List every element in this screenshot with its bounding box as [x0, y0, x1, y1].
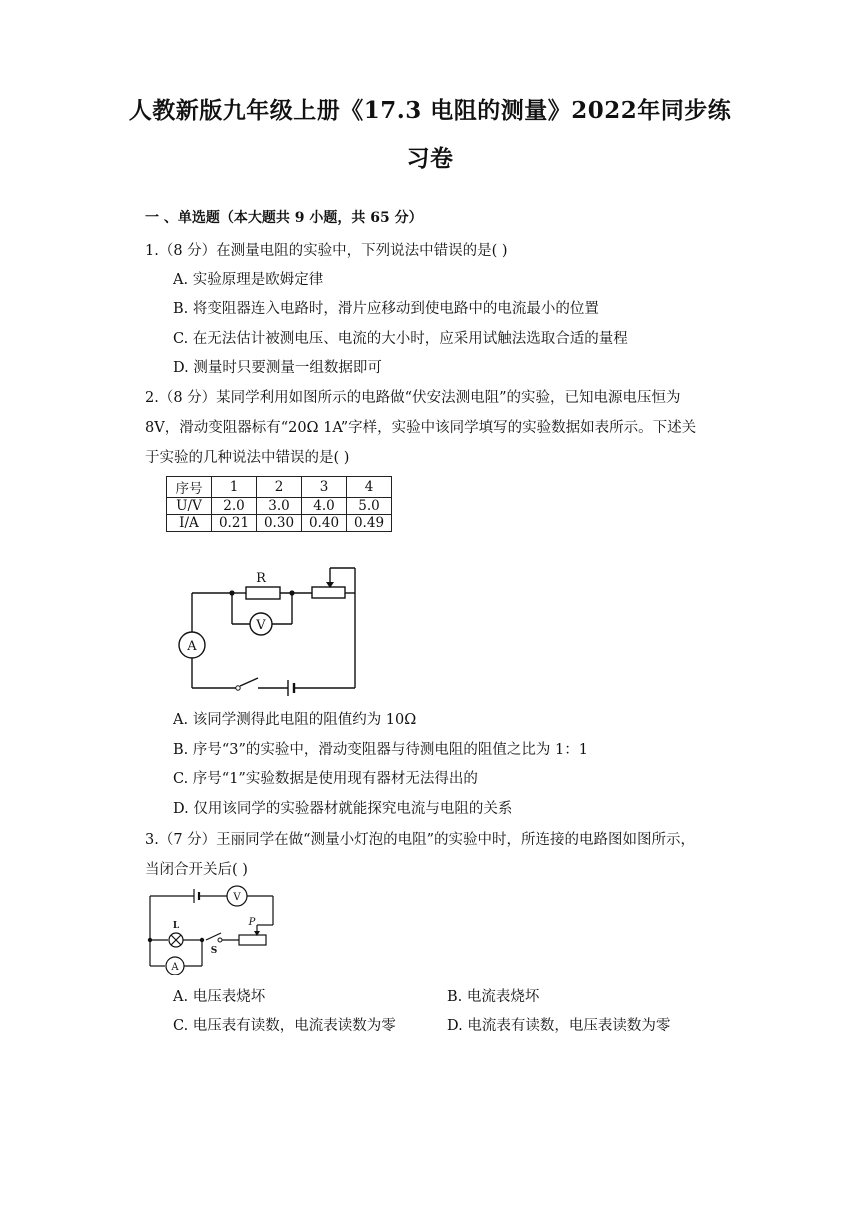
q3-option-a: A. 电压表烧坏 — [173, 989, 266, 1005]
table-row — [167, 515, 392, 532]
q1-option-a: A. 实验原理是欧姆定律 — [173, 272, 324, 288]
table-cell: U/V — [167, 498, 212, 515]
q3-circuit-diagram — [142, 880, 282, 975]
rheostat-icon — [312, 587, 345, 598]
q2-stem-line1: 2.（8 分）某同学利用如图所示的电路做“伏安法测电阻”的实验，已知电源电压恒为 — [145, 390, 681, 406]
q1-option-c: C. 在无法估计被测电压、电流的大小时，应采用试触法选取合适的量程 — [173, 331, 628, 347]
junction-dot — [229, 590, 234, 595]
junction-dot — [289, 590, 294, 595]
junction-dot — [200, 938, 204, 942]
table-cell: 5.0 — [347, 498, 392, 515]
table-cell: 3.0 — [257, 498, 302, 515]
q3-stem-line2: 当闭合开关后( ) — [145, 862, 248, 878]
table-cell: 1 — [212, 477, 257, 498]
q3-stem-line1: 3.（7 分）王丽同学在做“测量小灯泡的电阻”的实验中时，所连接的电路图如图所示， — [145, 832, 695, 848]
q2-option-d: D. 仅用该同学的实验器材就能探究电流与电阻的关系 — [173, 801, 513, 817]
q2-option-a: A. 该同学测得此电阻的阻值约为 10Ω — [173, 712, 417, 728]
table-cell: I/A — [167, 515, 212, 532]
table-cell: 2 — [257, 477, 302, 498]
q2-option-c: C. 序号“1”实验数据是使用现有器材无法得出的 — [173, 771, 478, 787]
switch-icon — [240, 678, 258, 686]
switch-contact — [236, 686, 240, 690]
resistor-r-icon — [246, 587, 280, 599]
q2-stem-line2: 8V，滑动变阻器标有“20Ω 1A”字样，实验中该同学填写的实验数据如表所示。下述关 — [145, 420, 697, 436]
label-a: A — [187, 639, 197, 654]
table-row — [167, 498, 392, 515]
table-cell: 2.0 — [212, 498, 257, 515]
q2-circuit-diagram — [170, 560, 370, 700]
q1-option-b: B. 将变阻器连入电路时，滑片应移动到使电路中的电流最小的位置 — [173, 301, 599, 317]
doc-title-line2: 习卷 — [406, 145, 454, 172]
table-cell: 序号 — [167, 477, 212, 498]
switch-contact — [218, 938, 222, 942]
table-row — [167, 477, 392, 498]
table-cell: 0.30 — [257, 515, 302, 532]
junction-dot — [148, 938, 152, 942]
label-p: P — [248, 917, 256, 928]
q2-stem-line3: 于实验的几种说法中错误的是( ) — [145, 450, 350, 466]
q1-stem: 1.（8 分）在测量电阻的实验中，下列说法中错误的是( ) — [145, 243, 508, 259]
q3-option-c: C. 电压表有读数，电流表读数为零 — [173, 1018, 396, 1034]
table-cell: 0.49 — [347, 515, 392, 532]
label-l: L — [172, 921, 180, 931]
section-heading: 一 、单选题（本大题共 9 小题，共 65 分） — [145, 210, 423, 226]
label-v: V — [256, 618, 266, 633]
rheostat-icon — [239, 935, 266, 945]
q2-data-table — [166, 476, 392, 532]
label-v: V — [233, 892, 241, 903]
label-r: R — [256, 571, 266, 586]
table-cell: 0.21 — [212, 515, 257, 532]
doc-title-line1: 人教新版九年级上册《17.3 电阻的测量》2022年同步练 — [128, 97, 732, 124]
q2-option-b: B. 序号“3”的实验中，滑动变阻器与待测电阻的阻值之比为 1：1 — [173, 742, 588, 758]
table-cell: 0.40 — [302, 515, 347, 532]
table-cell: 3 — [302, 477, 347, 498]
q3-option-d: D. 电流表有读数，电压表读数为零 — [447, 1018, 671, 1034]
q3-option-b: B. 电流表烧坏 — [447, 989, 540, 1005]
table-cell: 4.0 — [302, 498, 347, 515]
q1-option-d: D. 测量时只要测量一组数据即可 — [173, 360, 382, 376]
table-cell: 4 — [347, 477, 392, 498]
label-a: A — [171, 962, 179, 973]
label-s: S — [210, 946, 218, 956]
